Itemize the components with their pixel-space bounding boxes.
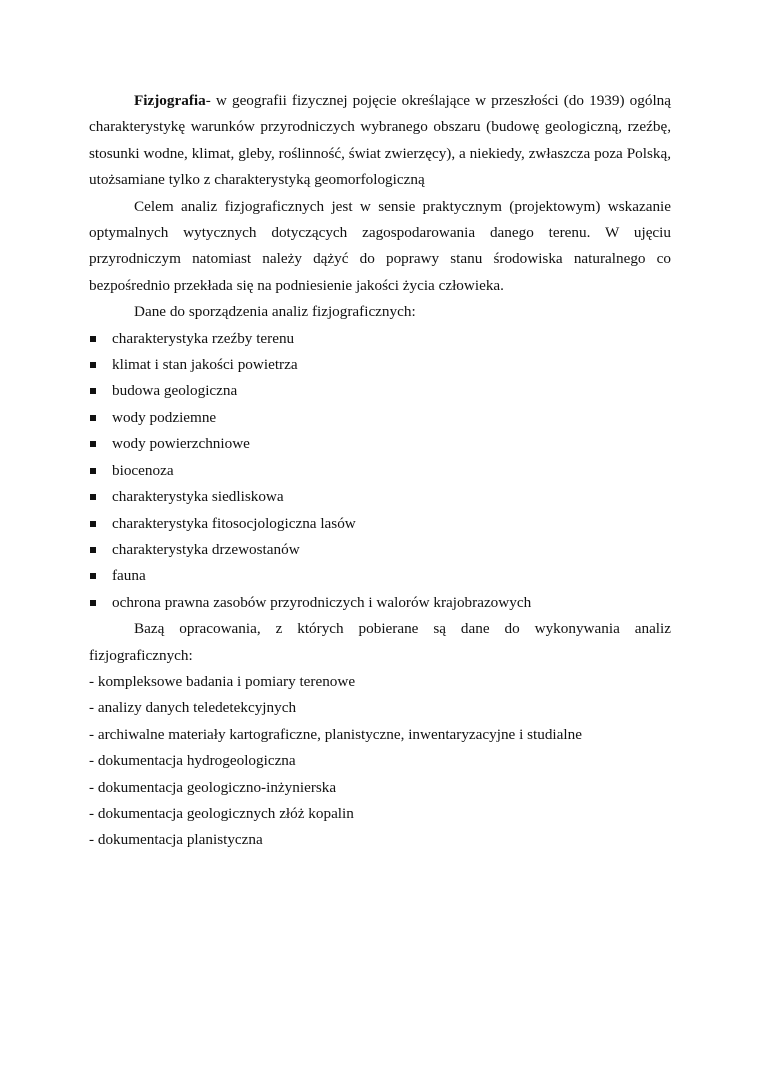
list-item-text: charakterystyka rzeźby terenu [112,329,295,347]
square-bullet-icon [90,521,96,527]
data-list [89,326,671,616]
square-bullet-icon [90,388,96,394]
list-item [89,590,671,616]
list-item-text: ochrona prawna zasobów przyrodniczych i walorów krajobrazowych [112,593,532,611]
list-item-text: budowa geologiczna [112,382,238,400]
list-item [89,484,671,510]
base-list [89,669,671,854]
list-item: - dokumentacja geologicznych złóż kopalin [89,804,354,822]
document-page [89,88,671,854]
square-bullet-icon [90,415,96,421]
list-item-text: charakterystyka siedliskowa [112,488,284,506]
square-bullet-icon [90,494,96,500]
list-item [89,326,671,352]
intro-paragraph [89,88,671,194]
list-item [89,405,671,431]
square-bullet-icon [90,336,96,342]
list-item: - dokumentacja hydrogeologiczna [89,752,296,770]
square-bullet-icon [90,600,96,606]
list-item [89,352,671,378]
list-item: - kompleksowe badania i pomiary terenowe [89,672,356,690]
goal-paragraph: Celem analiz fizjograficznych jest w sensie praktycznym (projektowym) wskazanie optymalnych wytycznych dotyczących zagospodarowania danego terenu. W ujęciu przyrodniczym natomiast należy dążyć do poprawy stanu środowiska naturalnego co bezpośrednio przekłada się na podniesienie jakości życia człowieka. [89,197,671,294]
list-item [89,537,671,563]
list-item-text: wody podziemne [112,408,217,426]
list-item [89,378,671,404]
list-item-text: biocenoza [112,461,174,479]
list-item [89,563,671,589]
list-item: - analizy danych teledetekcyjnych [89,699,297,717]
square-bullet-icon [90,547,96,553]
list-item: - archiwalne materiały kartograficzne, planistyczne, inwentaryzacyjne i studialne [89,725,582,743]
base-paragraph: Bazą opracowania, z których pobierane są dane do wykonywania analiz fizjograficznych: [89,620,671,664]
intro-text: - w geografii fizycznej pojęcie określające w przeszłości (do 1939) ogólną charakterystykę warunków przyrodniczych wybranego obszaru (budowę geologiczną, rzeźbę, stosunki wodne, klimat, gleby, roślinność, świat zwierzęcy), a niekiedy, zwłaszcza poza Polską, utożsamiane tylko z charakterystyką geomorfologiczną [89,92,671,189]
list-item-text: charakterystyka drzewostanów [112,540,300,558]
data-heading: Dane do sporządzenia analiz fizjograficznych: [134,303,416,321]
list-item-text: wody powierzchniowe [112,435,250,453]
list-item-text: klimat i stan jakości powietrza [112,356,298,374]
intro-term: Fizjografia [134,92,206,109]
list-item [89,511,671,537]
list-item: - dokumentacja geologiczno-inżynierska [89,778,337,796]
list-item [89,458,671,484]
square-bullet-icon [90,441,96,447]
square-bullet-icon [90,573,96,579]
list-item [89,431,671,457]
list-item-text: fauna [112,567,146,585]
list-item: - dokumentacja planistyczna [89,831,263,849]
square-bullet-icon [90,362,96,368]
square-bullet-icon [90,468,96,474]
list-item-text: charakterystyka fitosocjologiczna lasów [112,514,356,532]
